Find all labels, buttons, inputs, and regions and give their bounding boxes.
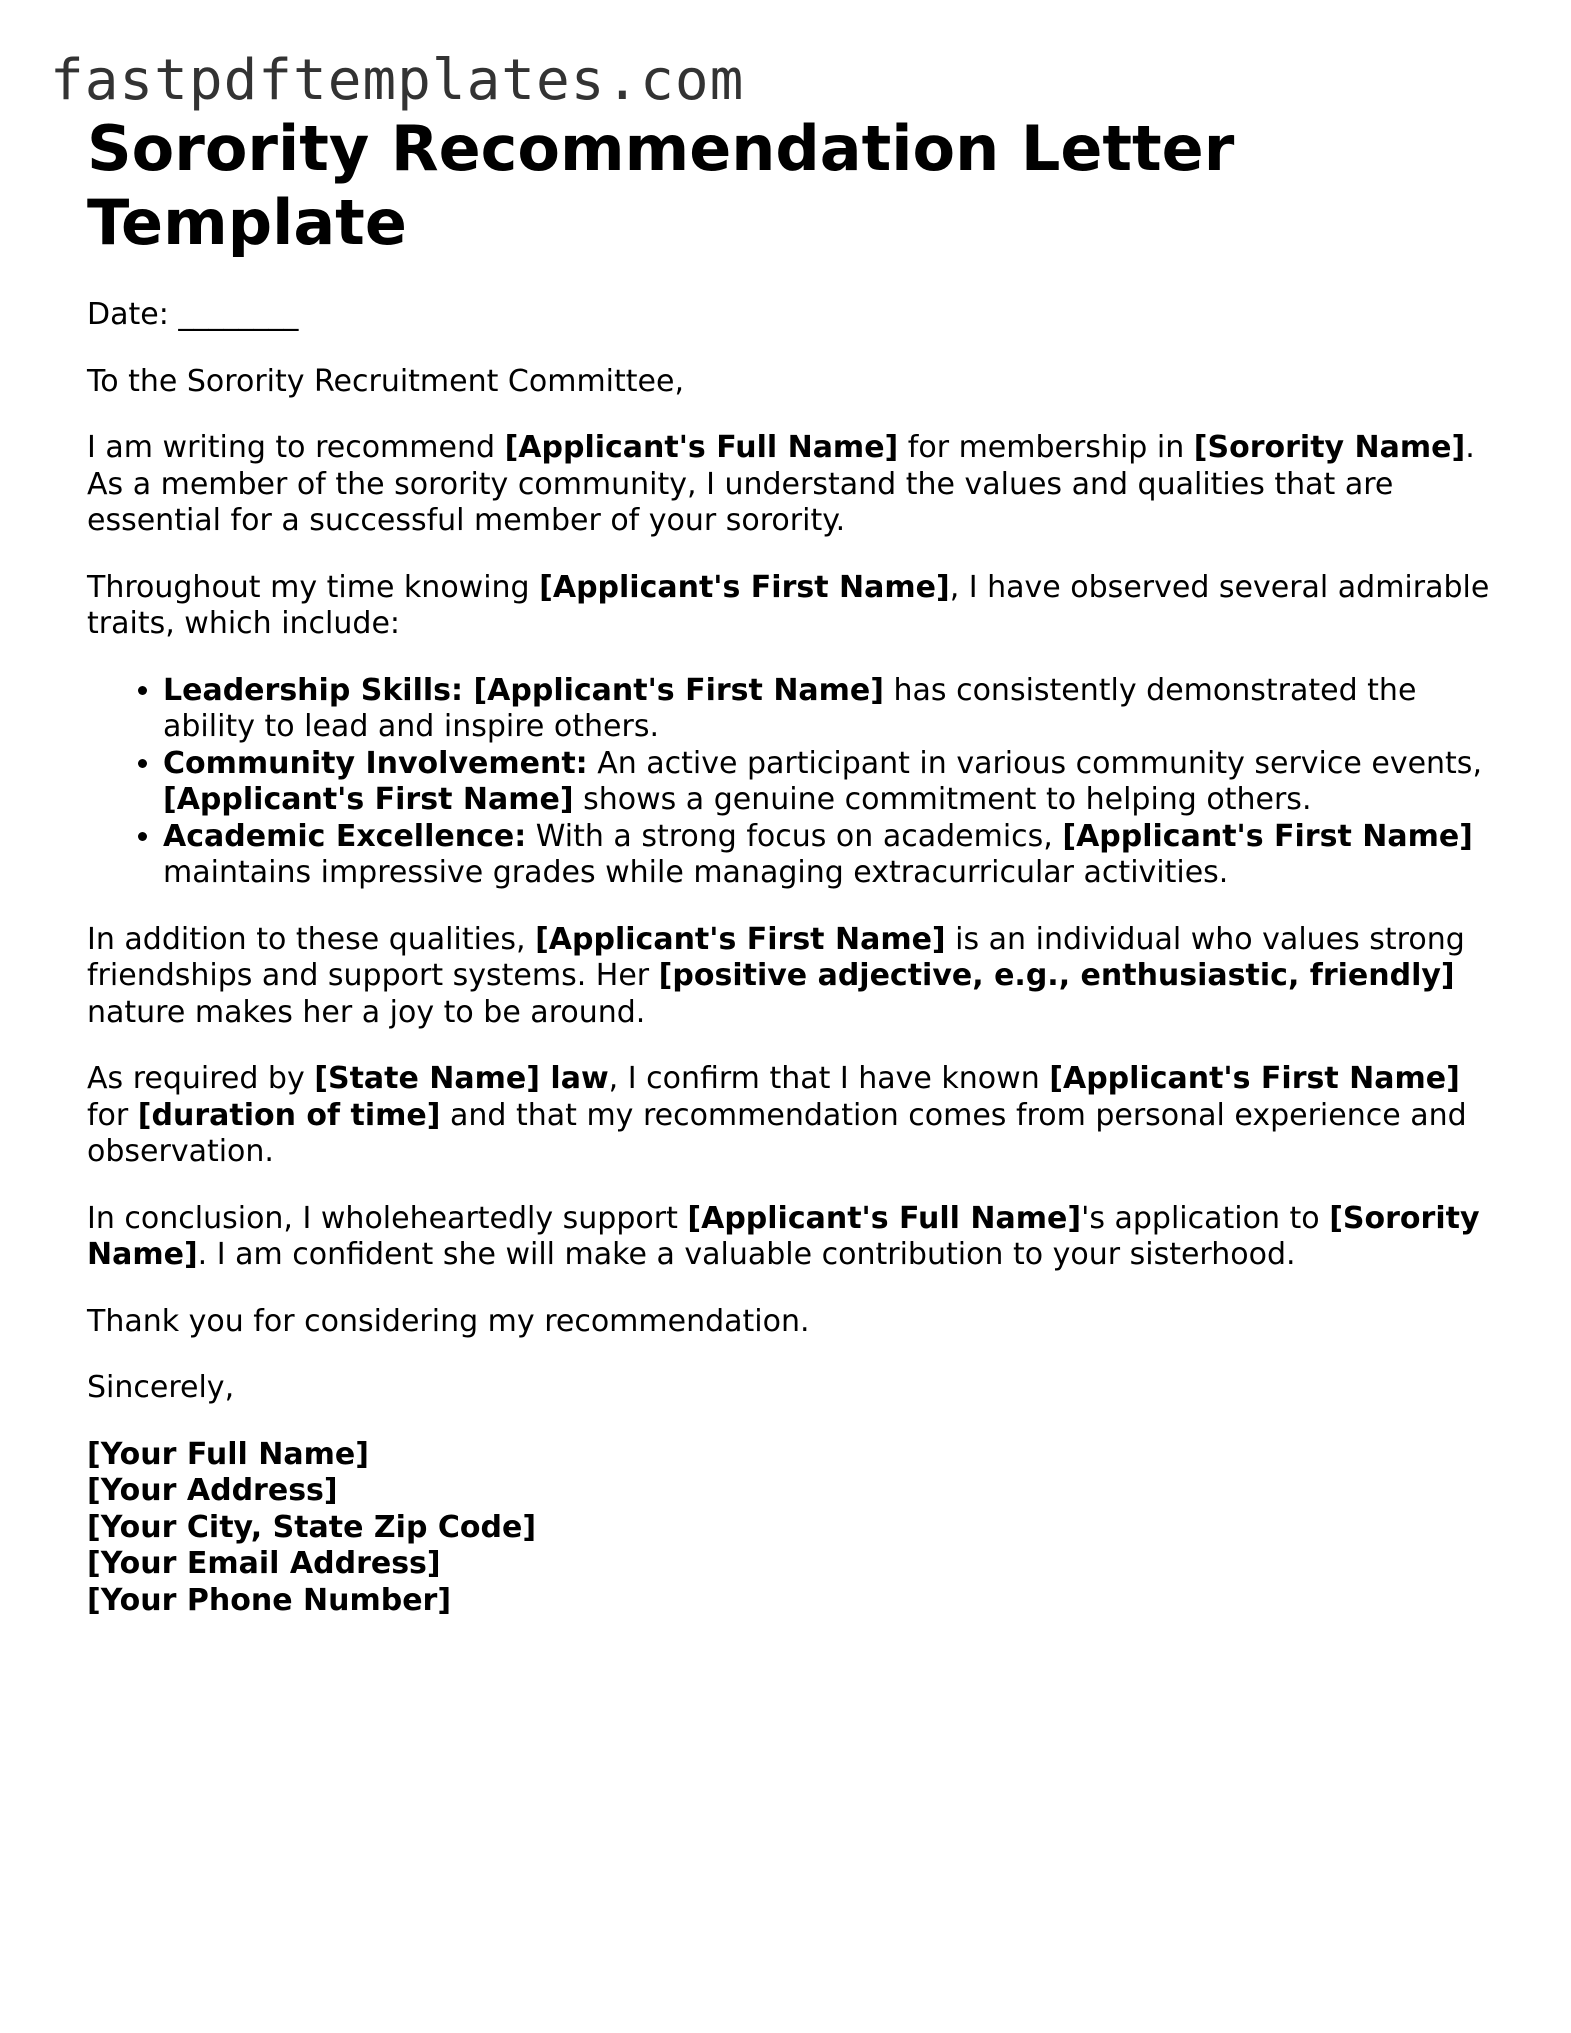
trait-text: has consistently demonstrated the ability to lead and inspire others.	[163, 672, 1417, 744]
placeholder-applicant-first-name: [Applicant's First Name]	[539, 569, 950, 605]
intro-paragraph	[87, 430, 1497, 540]
intro-text: I am writing to recommend	[87, 430, 505, 465]
signature-block	[87, 1437, 1497, 1620]
signature-address: [Your Address]	[87, 1473, 338, 1508]
qualities-text: is an individual who values strong friendships and support systems. Her	[87, 921, 1465, 993]
legal-text: for	[87, 1097, 138, 1133]
placeholder-applicant-full-name: [Applicant's Full Name]	[504, 430, 899, 465]
placeholder-duration-of-time: [duration of time]	[137, 1097, 441, 1133]
traits-intro-text: Throughout my time knowing	[87, 569, 540, 605]
signature-city-state-zip: [Your City, State Zip Code]	[87, 1509, 537, 1545]
placeholder-sorority-name: [Sorority Name]	[87, 1200, 1480, 1272]
legal-text: , I confirm that I have known	[608, 1061, 1050, 1096]
closing-line: Sincerely,	[87, 1370, 235, 1405]
qualities-paragraph	[87, 922, 1497, 1032]
trait-label: Leadership Skills: [Applicant's First Name]	[163, 672, 884, 708]
trait-label: Academic Excellence:	[163, 818, 527, 854]
signature-phone: [Your Phone Number]	[87, 1582, 452, 1618]
placeholder-state-name-law: [State Name] law	[314, 1061, 609, 1096]
placeholder-applicant-full-name: [Applicant's Full Name]	[687, 1200, 1082, 1236]
placeholder-applicant-first-name: [Applicant's First Name]	[163, 782, 574, 817]
letter-page	[87, 112, 1497, 1619]
conclusion-text: 's application to	[1081, 1200, 1330, 1236]
legal-text: and that my recommendation comes from personal experience and observation.	[87, 1097, 1467, 1169]
traits-intro-paragraph	[87, 570, 1497, 643]
placeholder-applicant-first-name: [Applicant's First Name]	[1049, 1061, 1460, 1096]
intro-text: . As a member of the sorority community, I understand the values and qualities that are essential for a successful member of your sorority.	[87, 430, 1475, 538]
signature-full-name: [Your Full Name]	[87, 1436, 369, 1472]
conclusion-text: . I am confident she will make a valuable contribution to your sisterhood.	[197, 1237, 1296, 1272]
list-item-academic	[163, 819, 1497, 892]
placeholder-applicant-first-name: [Applicant's First Name]	[535, 921, 946, 957]
date-line: Date: ________	[87, 297, 299, 332]
trait-text: shows a genuine commitment to helping others.	[573, 782, 1312, 817]
page-title: Sorority Recommendation Letter Template	[87, 112, 1235, 259]
qualities-text: In addition to these qualities,	[87, 921, 536, 957]
traits-intro-text: , I have observed several admirable traits, which include:	[87, 569, 1490, 641]
salutation: To the Sorority Recruitment Committee,	[87, 363, 684, 399]
qualities-text: nature makes her a joy to be around.	[87, 994, 646, 1030]
legal-paragraph	[87, 1061, 1497, 1171]
placeholder-positive-adjective: [positive adjective, e.g., enthusiastic, friendly]	[658, 958, 1455, 993]
legal-text: As required by	[87, 1061, 315, 1096]
placeholder-applicant-first-name: [Applicant's First Name]	[1062, 818, 1473, 854]
trait-text: With a strong focus on academics,	[526, 818, 1063, 854]
trait-label: Community Involvement:	[163, 745, 588, 781]
list-item-community	[163, 746, 1497, 819]
intro-text: for membership in	[898, 430, 1194, 465]
signature-email: [Your Email Address]	[87, 1546, 441, 1581]
traits-list	[87, 673, 1497, 892]
placeholder-sorority-name: [Sorority Name]	[1193, 430, 1466, 465]
conclusion-paragraph	[87, 1201, 1497, 1274]
conclusion-text: In conclusion, I wholeheartedly support	[87, 1200, 688, 1236]
trait-text: An active participant in various community service events,	[587, 745, 1482, 781]
trait-text: maintains impressive grades while managing extracurricular activities.	[163, 855, 1229, 890]
thanks-line: Thank you for considering my recommendation.	[87, 1303, 810, 1339]
list-item-leadership	[163, 673, 1497, 746]
watermark: fastpdftemplates.com	[50, 48, 745, 113]
